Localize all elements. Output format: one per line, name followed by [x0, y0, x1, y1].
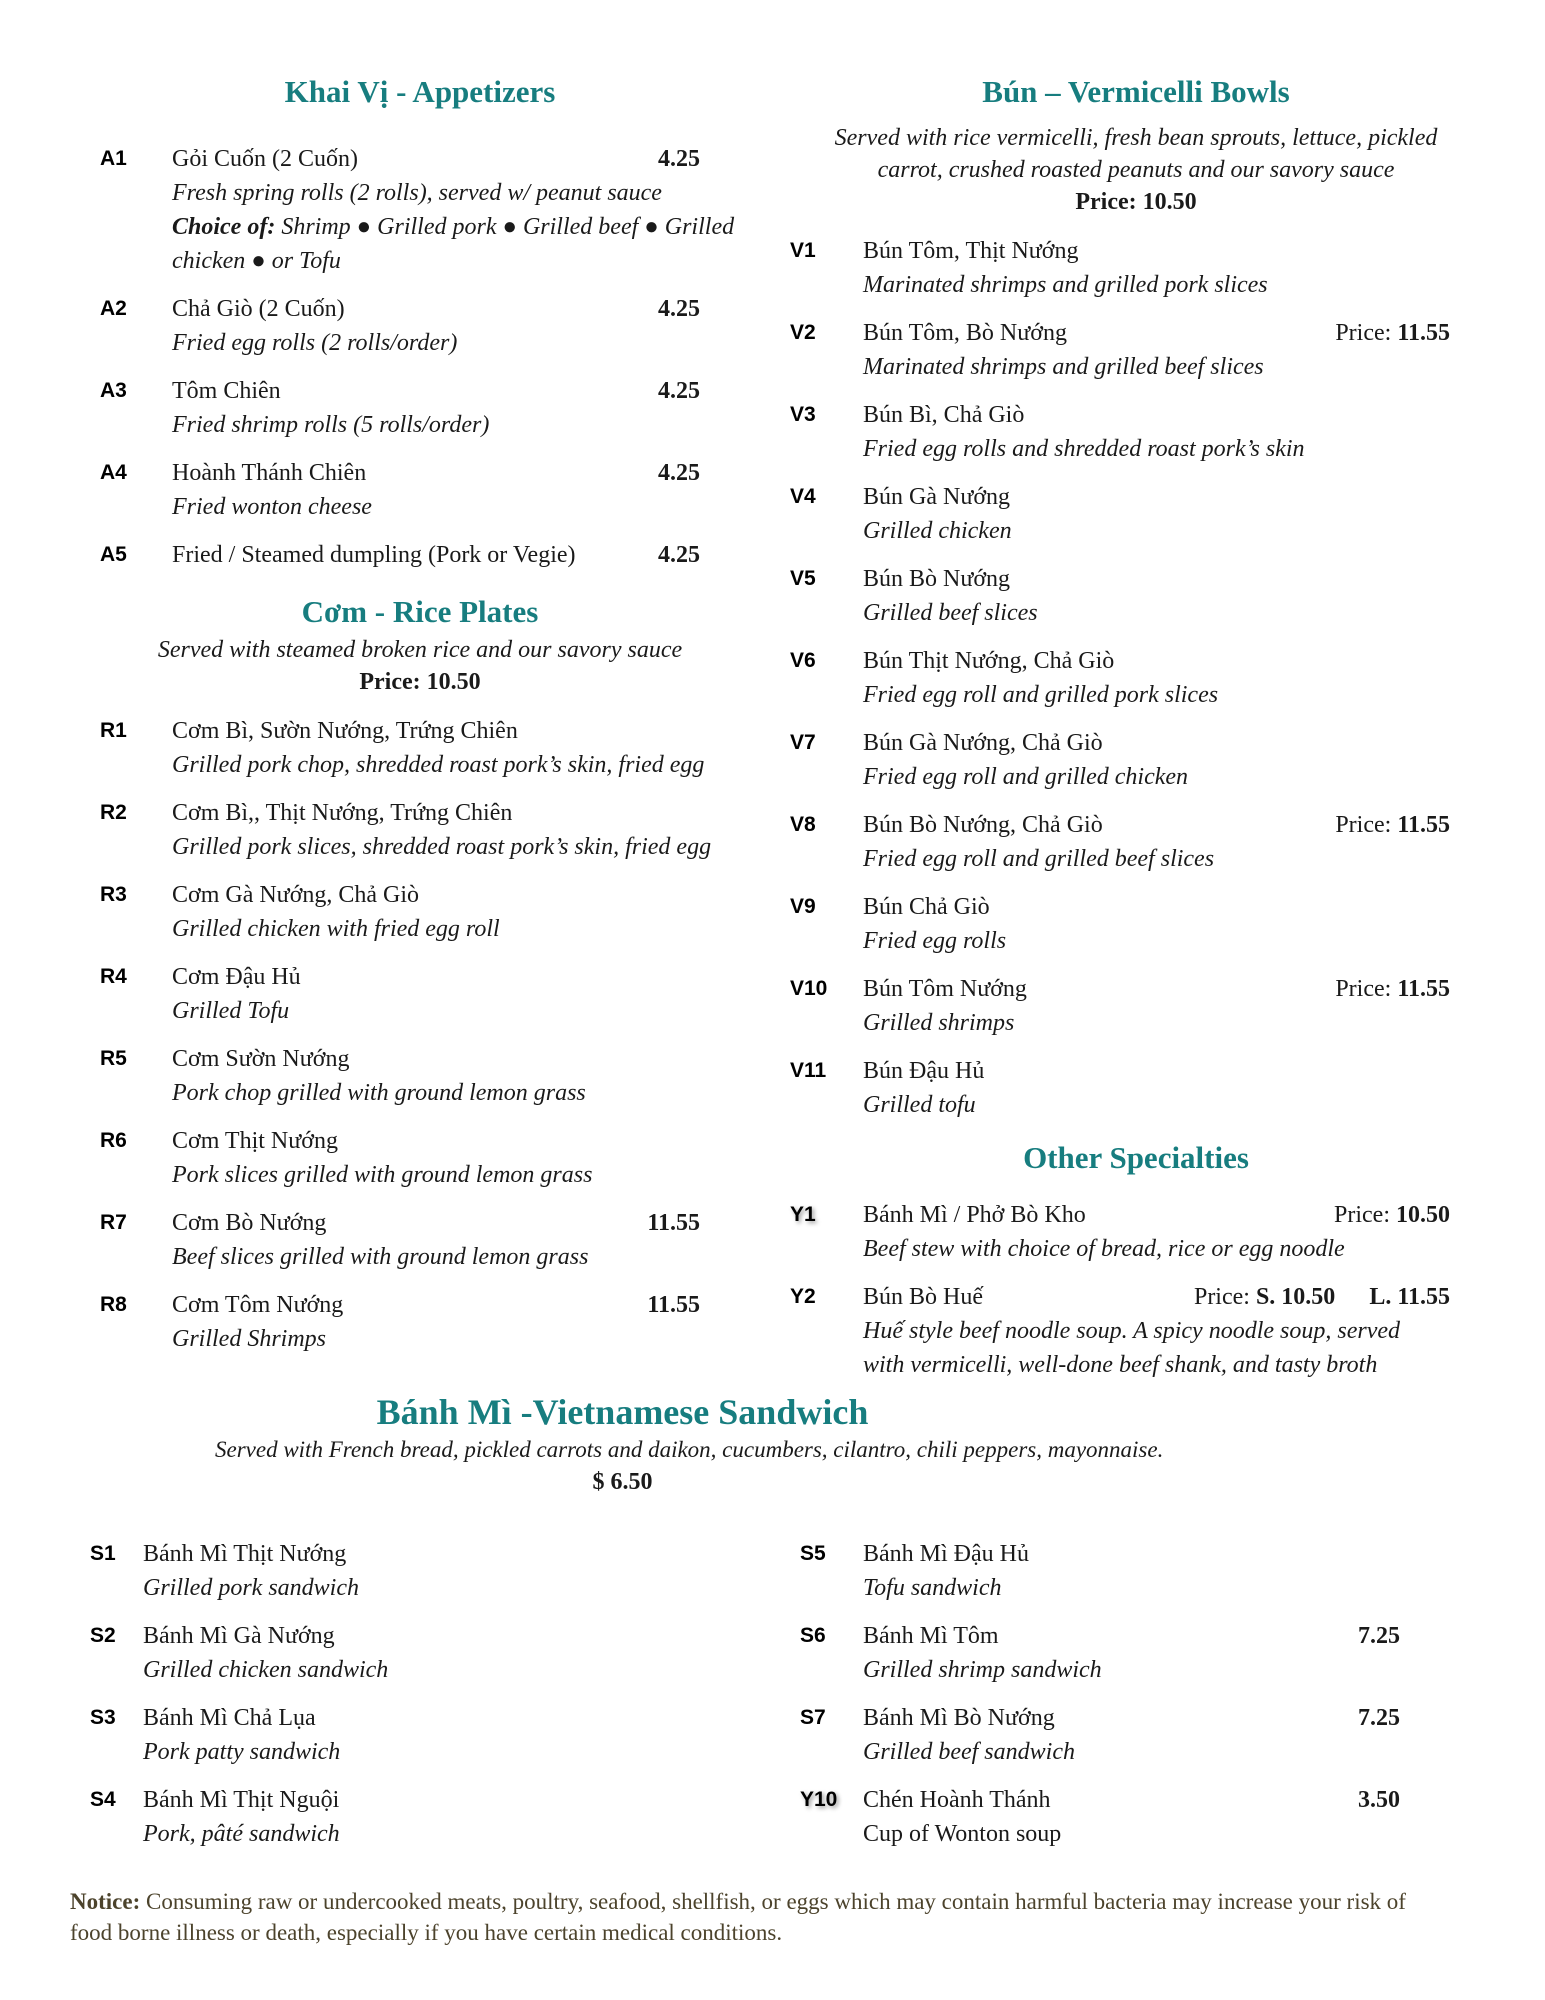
item-code: R6: [100, 1129, 127, 1152]
menu-item: [790, 972, 1450, 1040]
item-name: Bún Bò Huế: [863, 1284, 983, 1310]
item-name: Chả Giò (2 Cuốn): [172, 296, 345, 322]
section-title-sandwich: Bánh Mì -Vietnamese Sandwich: [376, 1392, 869, 1432]
left-column: [100, 70, 735, 1370]
item-name: Bánh Mì Thịt Nguội: [143, 1787, 340, 1813]
section-title-vermicelli: Bún – Vermicelli Bowls: [982, 74, 1290, 109]
item-description: Pork patty sandwich: [143, 1739, 341, 1765]
section-price: Price: 10.50: [359, 669, 481, 695]
menu-item: [100, 538, 700, 572]
item-name: Bánh Mì Chả Lụa: [143, 1705, 316, 1731]
section-title-specialties: Other Specialties: [1023, 1140, 1249, 1175]
menu-item: [100, 1042, 700, 1110]
item-name: Bún Thịt Nướng, Chả Giò: [863, 648, 1115, 674]
item-price: 7.25: [1358, 1705, 1400, 1731]
item-name: Bánh Mì / Phở Bò Kho: [863, 1202, 1086, 1228]
item-price: Price: S. 10.50 L. 11.55: [1193, 1284, 1450, 1310]
menu-item: [790, 562, 1450, 630]
menu-item: [790, 1054, 1450, 1122]
item-code: S1: [90, 1542, 116, 1565]
section-title-rice: Cơm - Rice Plates: [301, 594, 539, 629]
item-code: S4: [90, 1788, 116, 1811]
item-name: Gỏi Cuốn (2 Cuốn): [172, 146, 358, 172]
item-description: Marinated shrimps and grilled beef slices: [863, 354, 1264, 380]
menu-item: [90, 1619, 650, 1687]
item-name: Bún Gà Nướng: [863, 484, 1011, 510]
menu-item: [790, 1198, 1450, 1266]
sandwich-left-column: [90, 1537, 650, 1865]
item-description: Grilled shrimps: [863, 1010, 1015, 1036]
menu-item: [100, 142, 735, 278]
item-name: Tôm Chiên: [172, 378, 281, 404]
item-description: Fried egg roll and grilled pork slices: [863, 682, 1219, 708]
menu-item: [790, 480, 1450, 548]
item-name: Bún Bò Nướng, Chả Giò: [863, 812, 1103, 838]
item-name: Bún Tôm, Thịt Nướng: [863, 238, 1079, 264]
item-code: R4: [100, 965, 127, 988]
item-code: V10: [790, 977, 828, 1000]
menu-item: [100, 374, 700, 442]
item-code: V1: [790, 239, 816, 262]
menu-item: [100, 796, 712, 864]
item-description: Huế style beef noodle soup. A spicy noodle soup, served: [863, 1318, 1400, 1344]
item-description: Fried shrimp rolls (5 rolls/order): [172, 412, 490, 438]
item-price: 4.25: [658, 460, 700, 486]
menu-item: [790, 398, 1450, 466]
item-description: Grilled Tofu: [172, 998, 290, 1024]
item-code: R1: [100, 719, 127, 742]
item-description: Marinated shrimps and grilled pork slices: [863, 272, 1268, 298]
menu-item: [100, 878, 700, 946]
item-price: Price: 10.50: [1334, 1202, 1450, 1228]
item-name: Bánh Mì Tôm: [863, 1623, 999, 1649]
item-description: Pork, pâté sandwich: [143, 1821, 340, 1847]
item-price: 11.55: [647, 1292, 700, 1318]
menu-item: [800, 1783, 1400, 1851]
menu-item: [800, 1701, 1400, 1769]
right-column: [790, 70, 1450, 1396]
item-code: A5: [100, 543, 127, 566]
menu-item: [100, 1288, 700, 1356]
item-code: A1: [100, 147, 127, 170]
item-code: V3: [790, 403, 816, 426]
menu-item: [100, 1206, 700, 1274]
menu-item: [790, 644, 1450, 712]
notice-text: Consuming raw or undercooked meats, poultry, seafood, shellfish, or eggs which may contain harmful bacteria may increase your risk of: [146, 1889, 1406, 1914]
item-description: Fried egg rolls and shredded roast pork’s skin: [863, 436, 1305, 462]
item-code: S5: [800, 1542, 826, 1565]
item-price: Price: 11.55: [1335, 976, 1450, 1002]
item-name: Bún Bò Nướng: [863, 566, 1011, 592]
item-code: R3: [100, 883, 127, 906]
item-name: Hoành Thánh Chiên: [172, 460, 367, 486]
menu-notice: [70, 1886, 1500, 1948]
item-price: 4.25: [658, 378, 700, 404]
notice-line: [70, 1886, 1500, 1917]
section-subtitle: Served with steamed broken rice and our savory sauce: [157, 637, 683, 663]
item-name: Bánh Mì Thịt Nướng: [143, 1541, 347, 1567]
item-description: Pork chop grilled with ground lemon grass: [172, 1080, 586, 1106]
item-code: S2: [90, 1624, 116, 1647]
choice-options: Shrimp ● Grilled pork ● Grilled beef ● Grilled: [281, 214, 735, 240]
item-price: 4.25: [658, 296, 700, 322]
item-description: with vermicelli, well-done beef shank, and tasty broth: [863, 1352, 1378, 1378]
item-description: chicken ● or Tofu: [172, 248, 341, 274]
menu-item: [100, 960, 700, 1028]
item-description: Grilled chicken sandwich: [143, 1657, 389, 1683]
menu-item: [790, 890, 1450, 958]
item-code: V6: [790, 649, 816, 672]
item-name: Cơm Gà Nướng, Chả Giò: [172, 882, 420, 908]
item-code: A2: [100, 297, 127, 320]
item-price: Price: 11.55: [1335, 812, 1450, 838]
item-name: Bún Chả Giò: [863, 894, 990, 920]
item-name: Bánh Mì Bò Nướng: [863, 1705, 1055, 1731]
item-name: Cơm Bì, Sườn Nướng, Trứng Chiên: [172, 718, 518, 744]
section-subtitle: Served with French bread, pickled carrots and daikon, cucumbers, cilantro, chili peppers, mayonnaise.: [215, 1437, 1164, 1462]
item-code: A4: [100, 461, 127, 484]
item-name: Bún Tôm, Bò Nướng: [863, 320, 1067, 346]
item-code: S6: [800, 1624, 826, 1647]
item-description: Grilled tofu: [863, 1092, 976, 1118]
item-code: V8: [790, 813, 816, 836]
item-name: Bún Bì, Chả Giò: [863, 402, 1025, 428]
item-code: V4: [790, 485, 816, 508]
item-code: S7: [800, 1706, 826, 1729]
menu-item: [790, 234, 1450, 302]
item-price: 4.25: [658, 146, 700, 172]
menu-item: [90, 1537, 650, 1605]
sandwich-right-column: [800, 1537, 1400, 1865]
item-description: Fresh spring rolls (2 rolls), served w/ peanut sauce: [172, 180, 662, 206]
item-description: Grilled pork chop, shredded roast pork’s skin, fried egg: [172, 752, 705, 778]
item-description: Grilled beef slices: [863, 600, 1038, 626]
item-description: Grilled chicken with fried egg roll: [172, 916, 500, 942]
item-description: Grilled Shrimps: [172, 1326, 327, 1352]
item-description: Cup of Wonton soup: [863, 1821, 1062, 1847]
section-sandwich-header: [215, 1390, 1164, 1498]
item-description: Fried egg rolls (2 rolls/order): [172, 330, 458, 356]
section-subtitle: Served with rice vermicelli, fresh bean sprouts, lettuce, pickled: [834, 125, 1438, 151]
item-price: 4.25: [658, 542, 700, 568]
menu-item: [790, 316, 1450, 384]
section-price: Price: 10.50: [1075, 189, 1197, 215]
menu-item: [800, 1537, 1400, 1605]
item-code: Y2: [790, 1285, 816, 1308]
item-name: Bánh Mì Gà Nướng: [143, 1623, 335, 1649]
menu-item: [790, 1280, 1450, 1382]
item-description: Fried egg roll and grilled chicken: [863, 764, 1189, 790]
item-name: Fried / Steamed dumpling (Pork or Vegie): [172, 542, 576, 568]
item-code: Y10: [800, 1788, 838, 1811]
item-description: Fried wonton cheese: [172, 494, 372, 520]
item-code: R5: [100, 1047, 127, 1070]
item-code: A3: [100, 379, 127, 402]
item-code: R2: [100, 801, 127, 824]
item-code: V5: [790, 567, 816, 590]
item-description: Pork slices grilled with ground lemon grass: [172, 1162, 593, 1188]
item-description: Grilled pork slices, shredded roast pork’s skin, fried egg: [172, 834, 712, 860]
menu-item: [100, 292, 700, 360]
notice-line: food borne illness or death, especially if you have certain medical conditions.: [70, 1920, 783, 1945]
item-code: R8: [100, 1293, 127, 1316]
item-description: Grilled beef sandwich: [863, 1739, 1075, 1765]
menu-item: [100, 714, 705, 782]
item-description: Fried egg rolls: [863, 928, 1007, 954]
item-name: Bún Gà Nướng, Chả Giò: [863, 730, 1103, 756]
item-description: Grilled shrimp sandwich: [863, 1657, 1102, 1683]
notice-label: Notice:: [70, 1889, 141, 1914]
item-description: [172, 210, 735, 244]
menu-item: [790, 726, 1450, 794]
item-description: Beef stew with choice of bread, rice or egg noodle: [863, 1236, 1345, 1262]
menu-item: [100, 1124, 700, 1192]
section-subtitle: carrot, crushed roasted peanuts and our savory sauce: [877, 157, 1395, 183]
item-name: Cơm Sườn Nướng: [172, 1046, 350, 1072]
menu-item: [790, 808, 1450, 876]
item-name: Cơm Bò Nướng: [172, 1210, 327, 1236]
item-price: 11.55: [647, 1210, 700, 1236]
menu-item: [90, 1783, 650, 1851]
choice-label: Choice of:: [172, 214, 276, 240]
item-description: Fried egg roll and grilled beef slices: [863, 846, 1215, 872]
menu-item: [800, 1619, 1400, 1687]
item-code: V11: [790, 1059, 827, 1082]
item-code: V2: [790, 321, 816, 344]
item-code: V7: [790, 731, 816, 754]
section-price: $ 6.50: [592, 1469, 653, 1495]
menu-item: [100, 456, 700, 524]
item-code: R7: [100, 1211, 127, 1234]
item-name: Bánh Mì Đậu Hủ: [863, 1541, 1029, 1567]
item-description: Grilled pork sandwich: [143, 1575, 359, 1601]
item-name: Chén Hoành Thánh: [863, 1787, 1051, 1813]
item-code: S3: [90, 1706, 116, 1729]
item-price: Price: 11.55: [1335, 320, 1450, 346]
item-name: Cơm Bì,, Thịt Nướng, Trứng Chiên: [172, 800, 513, 826]
item-description: Grilled chicken: [863, 518, 1012, 544]
item-name: Cơm Tôm Nướng: [172, 1292, 344, 1318]
item-name: Cơm Thịt Nướng: [172, 1128, 338, 1154]
item-code: V9: [790, 895, 816, 918]
item-name: Cơm Đậu Hủ: [172, 964, 301, 990]
item-description: Beef slices grilled with ground lemon grass: [172, 1244, 589, 1270]
item-code: Y1: [790, 1203, 816, 1226]
item-name: Bún Tôm Nướng: [863, 976, 1027, 1002]
menu-item: [90, 1701, 650, 1769]
item-price: 3.50: [1358, 1787, 1400, 1813]
item-name: Bún Đậu Hủ: [863, 1058, 985, 1084]
section-title-appetizers: Khai Vị - Appetizers: [284, 74, 556, 109]
item-price: 7.25: [1358, 1623, 1400, 1649]
item-description: Tofu sandwich: [863, 1575, 1002, 1601]
